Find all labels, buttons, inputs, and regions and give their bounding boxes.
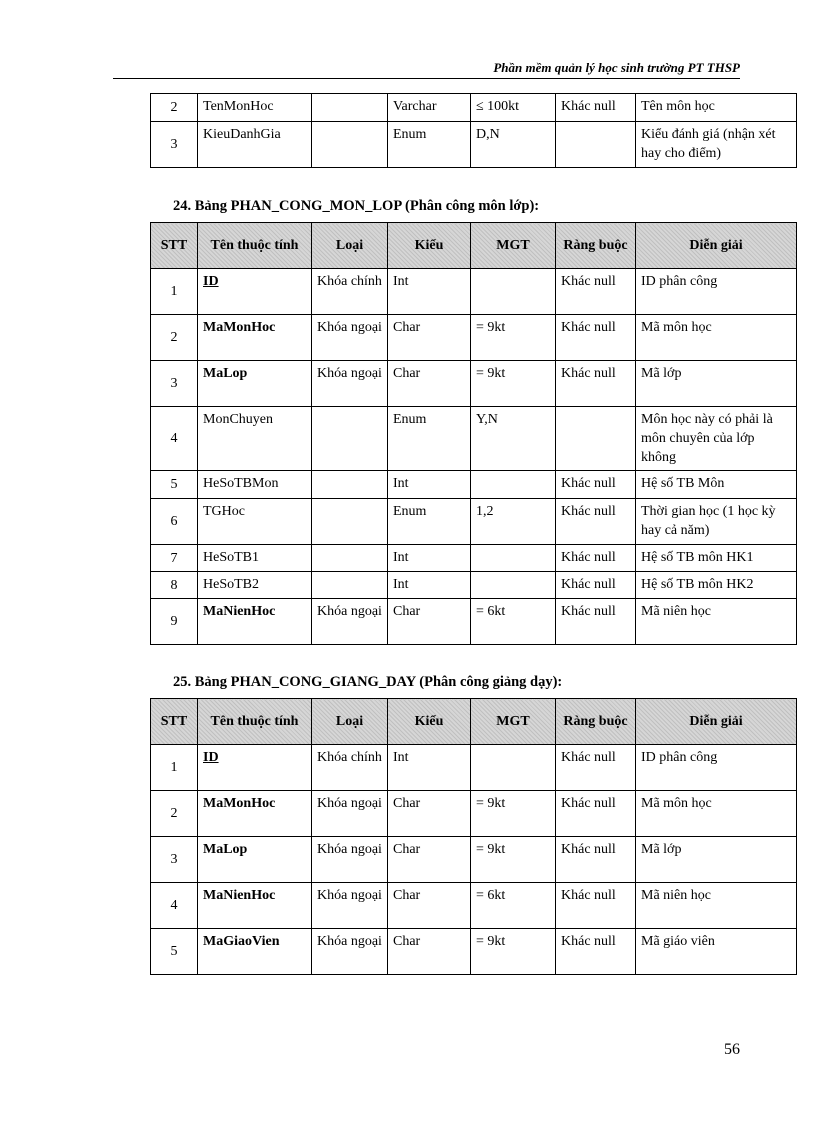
cell-type: Int — [388, 471, 471, 499]
cell-type: Char — [388, 929, 471, 975]
cell-stt: 4 — [151, 407, 198, 471]
cell-constraint: Khác null — [556, 929, 636, 975]
cell-mgt: Y,N — [471, 407, 556, 471]
cell-mgt: = 6kt — [471, 599, 556, 645]
table-row — [151, 499, 797, 545]
cell-stt: 3 — [151, 122, 198, 168]
cell-description: Mã môn học — [636, 315, 797, 361]
cell-stt: 6 — [151, 499, 198, 545]
cell-constraint: Khác null — [556, 599, 636, 645]
cell-constraint — [556, 122, 636, 168]
cell-stt: 3 — [151, 361, 198, 407]
cell-attribute: MaGiaoVien — [198, 929, 312, 975]
cell-mgt — [471, 745, 556, 791]
cell-attribute: MaLop — [198, 837, 312, 883]
cell-category: Khóa chính — [312, 269, 388, 315]
cell-attribute: HeSoTB1 — [198, 545, 312, 572]
cell-constraint: Khác null — [556, 545, 636, 572]
table-row — [151, 883, 797, 929]
cell-type: Char — [388, 837, 471, 883]
cell-constraint: Khác null — [556, 361, 636, 407]
cell-attribute: MaMonHoc — [198, 315, 312, 361]
cell-mgt — [471, 545, 556, 572]
cell-description: Mã lớp — [636, 361, 797, 407]
page-header: Phần mềm quản lý học sinh trường PT THSP — [493, 60, 740, 75]
cell-constraint: Khác null — [556, 745, 636, 791]
cell-stt: 9 — [151, 599, 198, 645]
cell-category: Khóa ngoại — [312, 837, 388, 883]
cell-mgt: = 9kt — [471, 361, 556, 407]
cell-description: Kiểu đánh giá (nhận xét hay cho điểm) — [636, 122, 797, 168]
table-row — [151, 407, 797, 471]
cell-constraint: Khác null — [556, 315, 636, 361]
col-header-stt: STT — [151, 223, 198, 269]
col-header-description: Diễn giải — [636, 699, 797, 745]
cell-type: Char — [388, 361, 471, 407]
cell-mgt: D,N — [471, 122, 556, 168]
cell-stt: 8 — [151, 572, 198, 599]
cell-constraint: Khác null — [556, 499, 636, 545]
cell-category — [312, 94, 388, 122]
cell-description: Môn học này có phải là môn chuyên của lớp không — [636, 407, 797, 471]
cell-category: Khóa chính — [312, 745, 388, 791]
cell-attribute: MaNienHoc — [198, 599, 312, 645]
cell-type: Char — [388, 315, 471, 361]
table-row — [151, 599, 797, 645]
cell-attribute: ID — [198, 745, 312, 791]
table-row — [151, 94, 797, 122]
cell-mgt: ≤ 100kt — [471, 94, 556, 122]
col-header-attribute: Tên thuộc tính — [198, 223, 312, 269]
header-row — [151, 223, 797, 269]
cell-mgt — [471, 269, 556, 315]
cell-type: Int — [388, 269, 471, 315]
col-header-category: Loại — [312, 699, 388, 745]
cell-category: Khóa ngoại — [312, 315, 388, 361]
cell-category: Khóa ngoại — [312, 599, 388, 645]
cell-attribute: ID — [198, 269, 312, 315]
col-header-mgt: MGT — [471, 699, 556, 745]
cell-attribute: KieuDanhGia — [198, 122, 312, 168]
cell-description: Mã lớp — [636, 837, 797, 883]
cell-category — [312, 499, 388, 545]
cell-constraint: Khác null — [556, 94, 636, 122]
cell-category: Khóa ngoại — [312, 361, 388, 407]
cell-constraint: Khác null — [556, 471, 636, 499]
cell-description: ID phân công — [636, 269, 797, 315]
cell-stt: 4 — [151, 883, 198, 929]
cell-category — [312, 545, 388, 572]
cell-type: Char — [388, 599, 471, 645]
table-row — [151, 929, 797, 975]
cell-type: Int — [388, 545, 471, 572]
cell-category: Khóa ngoại — [312, 929, 388, 975]
cell-attribute: MaLop — [198, 361, 312, 407]
cell-mgt: = 9kt — [471, 315, 556, 361]
col-header-attribute: Tên thuộc tính — [198, 699, 312, 745]
cell-constraint: Khác null — [556, 883, 636, 929]
cell-mgt — [471, 471, 556, 499]
cell-constraint: Khác null — [556, 572, 636, 599]
table-row — [151, 361, 797, 407]
cell-stt: 3 — [151, 837, 198, 883]
cell-mgt: = 9kt — [471, 791, 556, 837]
table-row — [151, 837, 797, 883]
cell-attribute: TenMonHoc — [198, 94, 312, 122]
table-row — [151, 791, 797, 837]
cell-attribute: HeSoTB2 — [198, 572, 312, 599]
page-number: 56 — [724, 1041, 740, 1058]
cell-mgt: = 9kt — [471, 929, 556, 975]
cell-type: Enum — [388, 122, 471, 168]
table-row — [151, 471, 797, 499]
cell-category: Khóa ngoại — [312, 883, 388, 929]
cell-stt: 5 — [151, 929, 198, 975]
col-header-description: Diễn giải — [636, 223, 797, 269]
cell-description: Thời gian học (1 học kỳ hay cả năm) — [636, 499, 797, 545]
cell-mgt: = 6kt — [471, 883, 556, 929]
col-header-type: Kiểu — [388, 699, 471, 745]
cell-type: Int — [388, 572, 471, 599]
cell-constraint: Khác null — [556, 791, 636, 837]
table-phan-cong-mon-lop — [150, 222, 797, 645]
cell-category — [312, 471, 388, 499]
header-rule — [113, 78, 740, 79]
cell-description: Mã niên học — [636, 883, 797, 929]
table-row — [151, 122, 797, 168]
cell-attribute: MaMonHoc — [198, 791, 312, 837]
section-25-title: 25. Bảng PHAN_CONG_GIANG_DAY (Phân công giảng dạy): — [173, 674, 563, 690]
cell-attribute: HeSoTBMon — [198, 471, 312, 499]
col-header-category: Loại — [312, 223, 388, 269]
col-header-constraint: Ràng buộc — [556, 223, 636, 269]
cell-description: Mã giáo viên — [636, 929, 797, 975]
header-row — [151, 699, 797, 745]
cell-type: Char — [388, 791, 471, 837]
cell-category — [312, 122, 388, 168]
cell-attribute: TGHoc — [198, 499, 312, 545]
cell-description: ID phân công — [636, 745, 797, 791]
cell-constraint: Khác null — [556, 269, 636, 315]
cell-constraint: Khác null — [556, 837, 636, 883]
col-header-type: Kiểu — [388, 223, 471, 269]
cell-description: Mã niên học — [636, 599, 797, 645]
cell-mgt — [471, 572, 556, 599]
table-phan-cong-giang-day — [150, 698, 797, 975]
cell-stt: 2 — [151, 315, 198, 361]
col-header-constraint: Ràng buộc — [556, 699, 636, 745]
cell-stt: 1 — [151, 269, 198, 315]
cell-constraint — [556, 407, 636, 471]
cell-description: Mã môn học — [636, 791, 797, 837]
table-row — [151, 745, 797, 791]
cell-description: Hệ số TB môn HK2 — [636, 572, 797, 599]
table-row — [151, 572, 797, 599]
cell-type: Enum — [388, 499, 471, 545]
continuation-table — [150, 93, 797, 168]
section-24-title: 24. Bảng PHAN_CONG_MON_LOP (Phân công môn lớp): — [173, 198, 540, 214]
cell-category: Khóa ngoại — [312, 791, 388, 837]
table-row — [151, 315, 797, 361]
cell-mgt: 1,2 — [471, 499, 556, 545]
cell-attribute: MaNienHoc — [198, 883, 312, 929]
cell-type: Char — [388, 883, 471, 929]
cell-category — [312, 407, 388, 471]
cell-attribute: MonChuyen — [198, 407, 312, 471]
col-header-stt: STT — [151, 699, 198, 745]
cell-type: Varchar — [388, 94, 471, 122]
cell-stt: 5 — [151, 471, 198, 499]
cell-stt: 2 — [151, 94, 198, 122]
cell-category — [312, 572, 388, 599]
cell-description: Hệ số TB Môn — [636, 471, 797, 499]
cell-mgt: = 9kt — [471, 837, 556, 883]
cell-stt: 1 — [151, 745, 198, 791]
table-row — [151, 269, 797, 315]
cell-stt: 7 — [151, 545, 198, 572]
col-header-mgt: MGT — [471, 223, 556, 269]
cell-description: Tên môn học — [636, 94, 797, 122]
cell-type: Int — [388, 745, 471, 791]
table-row — [151, 545, 797, 572]
cell-type: Enum — [388, 407, 471, 471]
cell-description: Hệ số TB môn HK1 — [636, 545, 797, 572]
cell-stt: 2 — [151, 791, 198, 837]
